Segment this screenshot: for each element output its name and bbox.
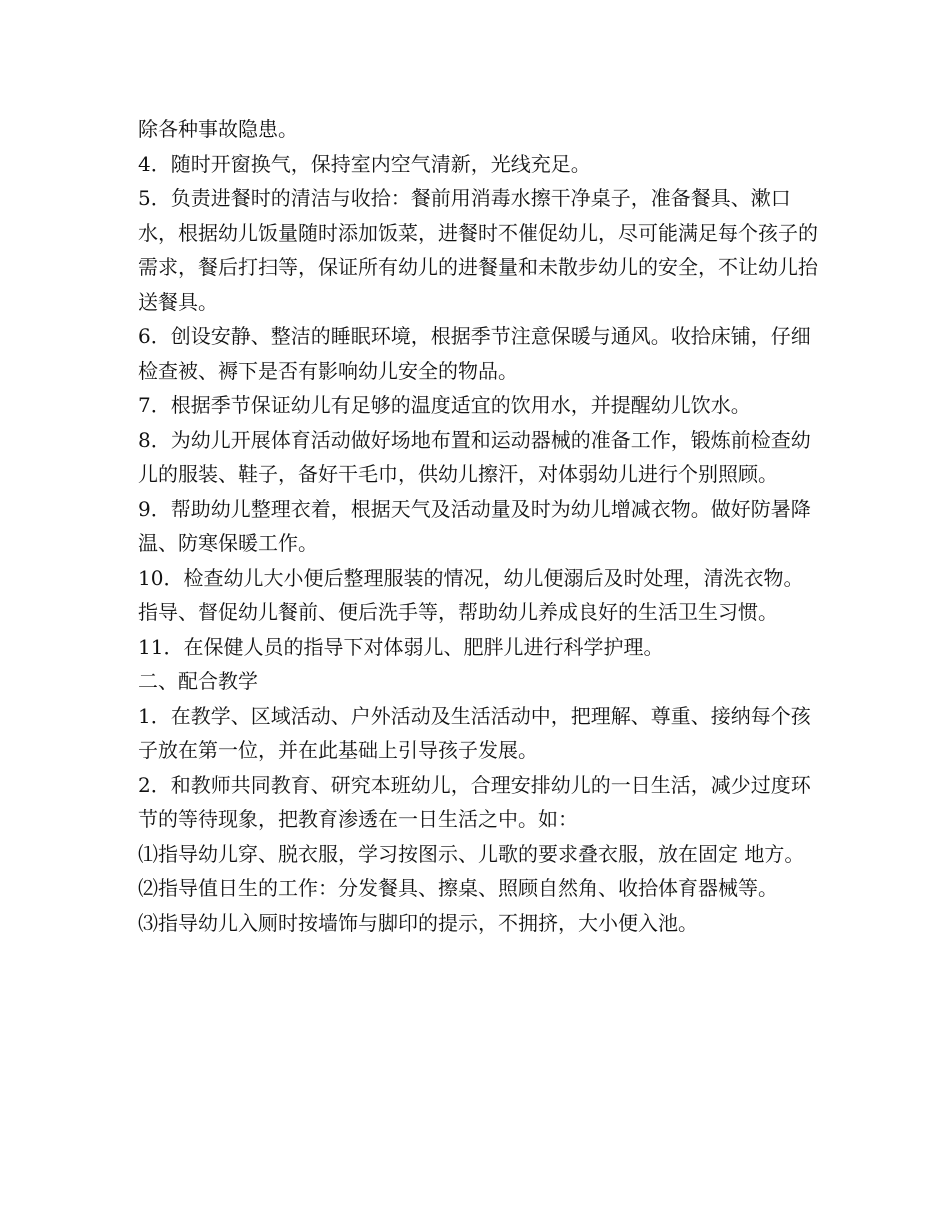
paragraph-5: 7．根据季节保证幼儿有足够的温度适宜的饮用水，并提醒幼儿饮水。: [138, 393, 751, 417]
paragraph-3: 5．负责进餐时的清洁与收拾：餐前用消毒水擦干净桌子，准备餐具、漱口水，根据幼儿饭量随时添加饭菜，进餐时不催促幼儿，尽可能满足每个孩子的需求，餐后打扫等，保证所有幼儿的进餐量和未散步幼儿的安全，不让幼儿抬送餐具。: [138, 186, 818, 314]
paragraph-11: 2．和教师共同教育、研究本班幼儿，合理安排幼儿的一日生活，减少过度环节的等待现象，把教育渗透在一日生活之中。如：: [138, 772, 811, 831]
sub-item-2: ⑵指导值日生的工作：分发餐具、擦桌、照顾自然角、收拾体育器械等。: [138, 876, 778, 900]
document-body: [138, 112, 818, 940]
paragraph-10: 1．在教学、区域活动、户外活动及生活活动中，把理解、尊重、接纳每个孩子放在第一位，并在此基础上引导孩子发展。: [138, 703, 811, 762]
paragraph-2: 4．随时开窗换气，保持室内空气清新，光线充足。: [138, 151, 591, 176]
paragraph-7: 9．帮助幼儿整理衣着，根据天气及活动量及时为幼儿增减衣物。做好防暑降温、防寒保暖工作。: [138, 496, 811, 555]
sub-item-3: ⑶指导幼儿入厕时按墙饰与脚印的提示，不拥挤，大小便入池。: [138, 910, 698, 935]
paragraph-9: 11．在保健人员的指导下对体弱儿、肥胖儿进行科学护理。: [138, 634, 664, 659]
paragraph-4: 6．创设安静、整洁的睡眠环境，根据季节注意保暖与通风。收拾床铺，仔细检查被、褥下是否有影响幼儿安全的物品。: [138, 324, 811, 383]
paragraph-1: 除各种事故隐患。: [138, 117, 298, 141]
sub-item-1: ⑴指导幼儿穿、脱衣服，学习按图示、儿歌的要求叠衣服，放在固定 地方。: [138, 841, 805, 866]
section-heading: 二、配合教学: [138, 669, 258, 693]
paragraph-8: 10．检查幼儿大小便后整理服装的情况，幼儿便溺后及时处理，清洗衣物。指导、督促幼儿餐前、便后洗手等，帮助幼儿养成良好的生活卫生习惯。: [138, 565, 804, 624]
paragraph-6: 8．为幼儿开展体育活动做好场地布置和运动器械的准备工作，锻炼前检查幼儿的服装、鞋子，备好干毛巾，供幼儿擦汗，对体弱幼儿进行个别照顾。: [138, 427, 811, 486]
